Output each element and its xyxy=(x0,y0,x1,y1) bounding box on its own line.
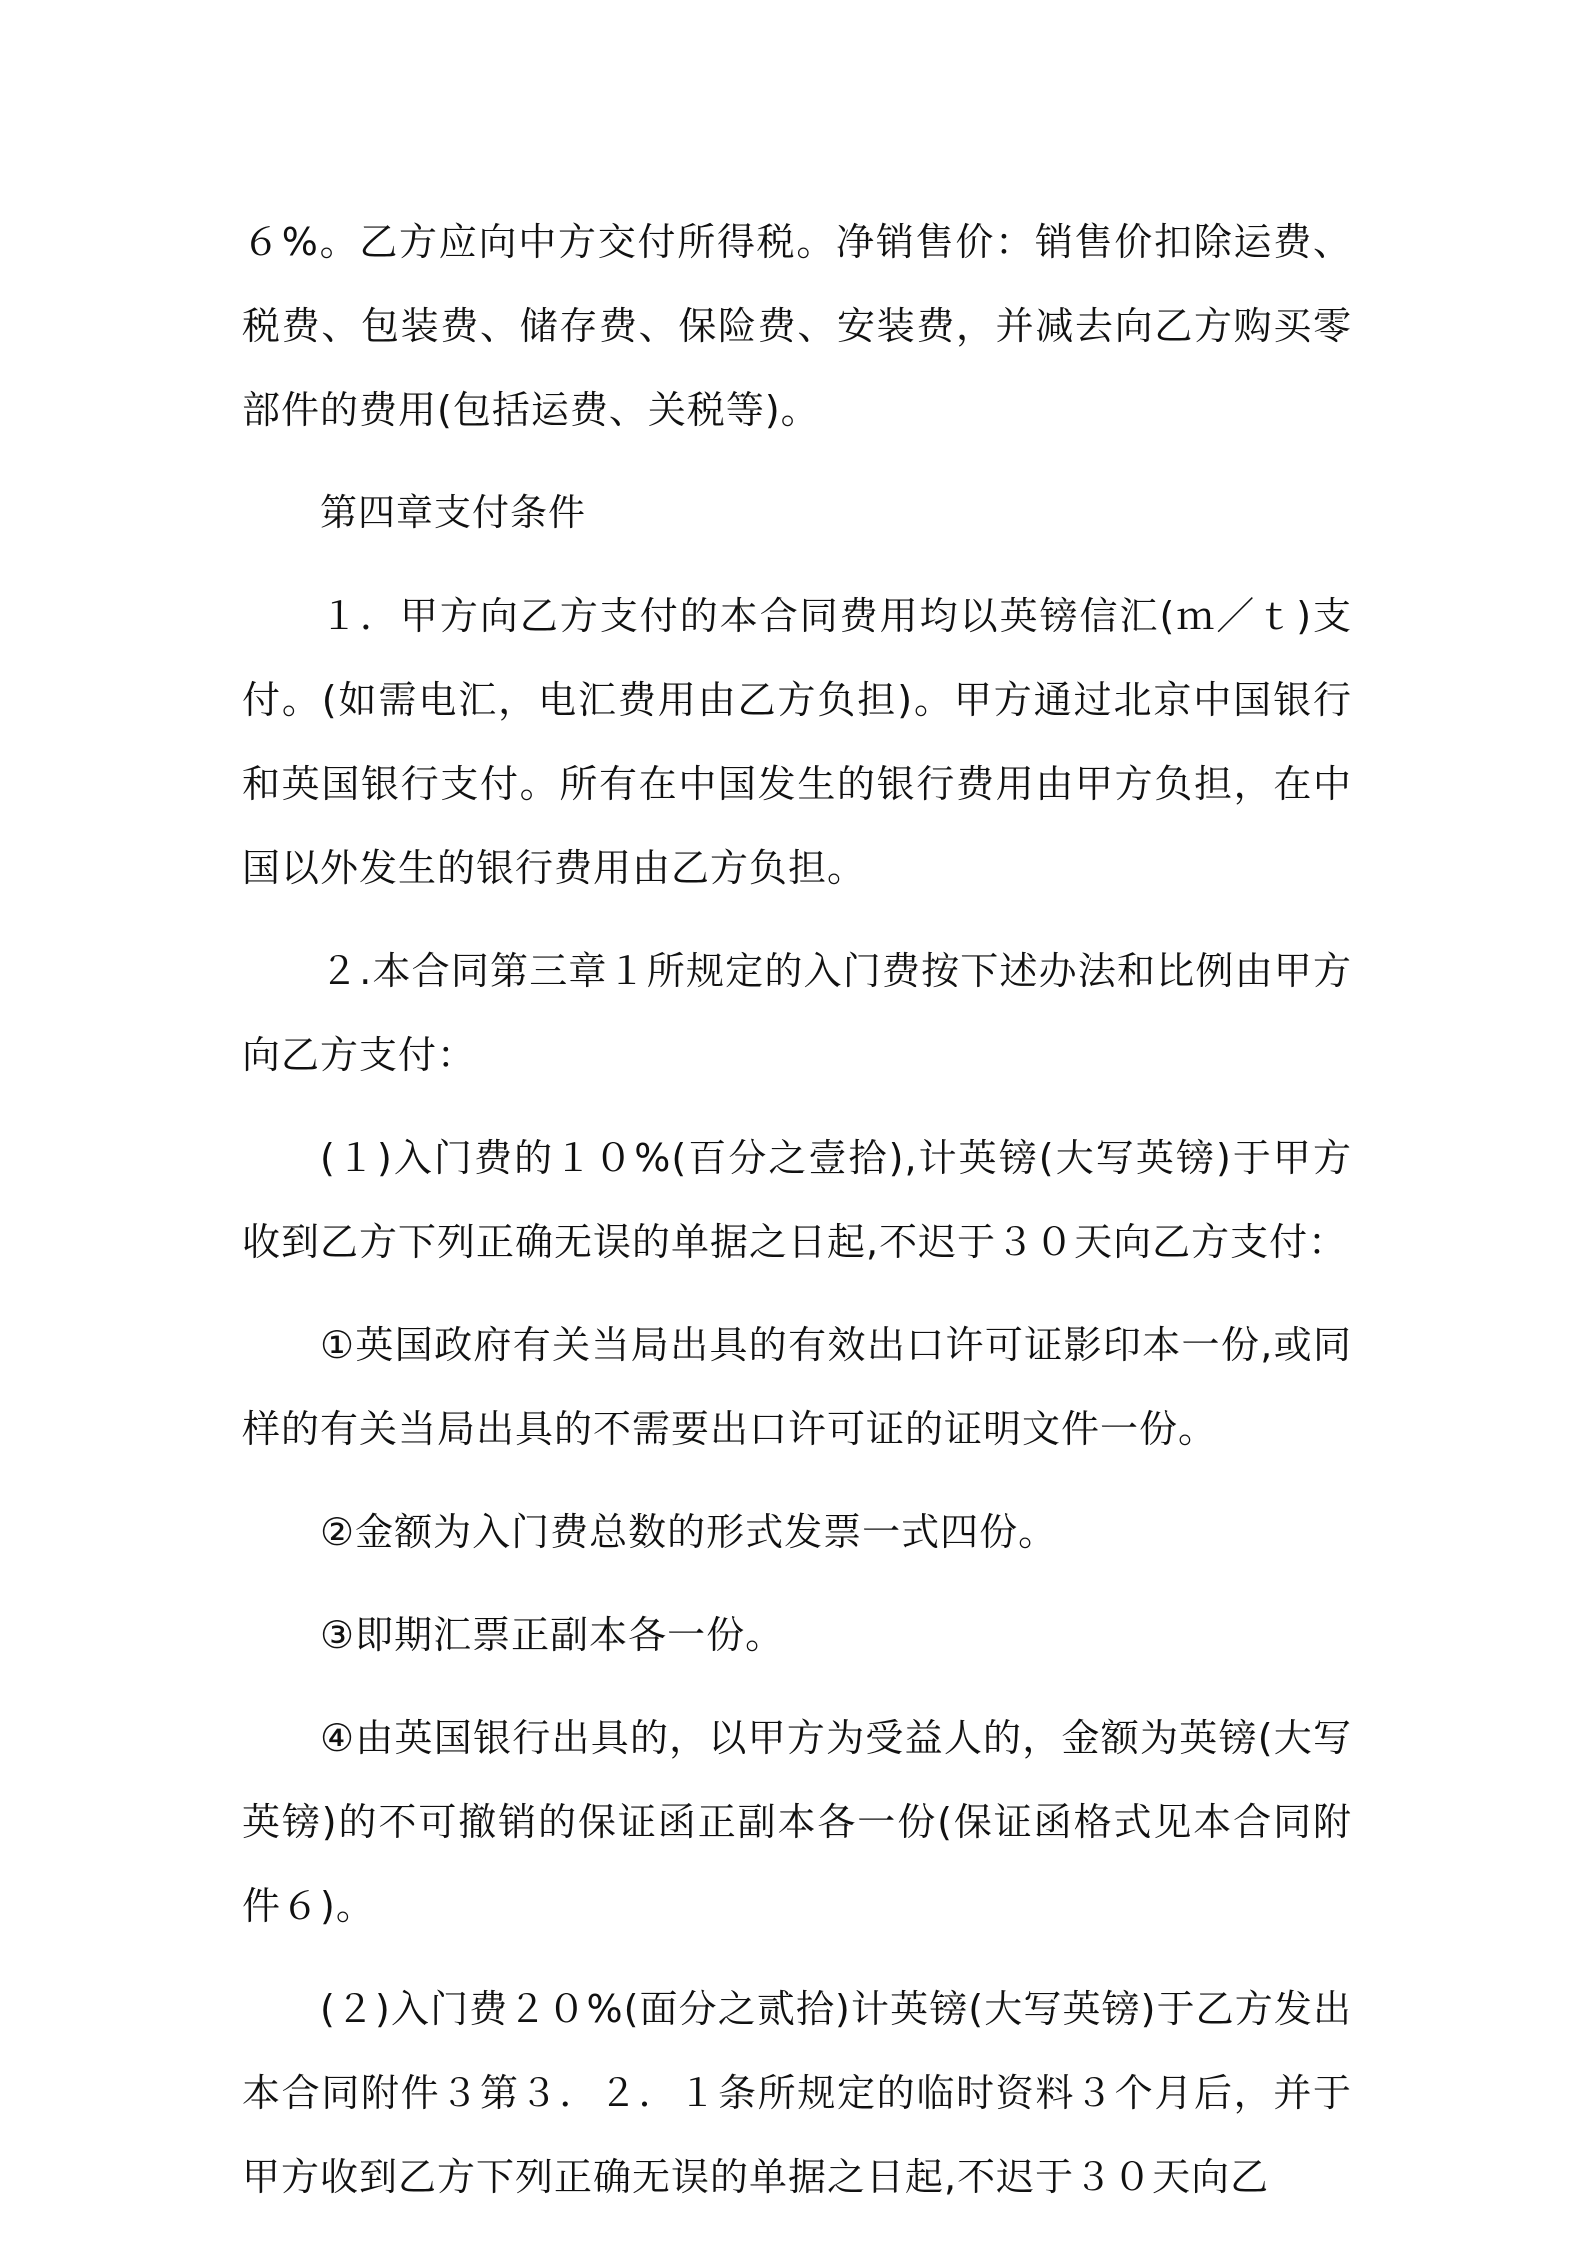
clause-1-payment-method: １．甲方向乙方支付的本合同费用均以英镑信汇(ｍ／ｔ)支付。(如需电汇，电汇费用由乙方负担)。甲方通过北京中国银行和英国银行支付。所有在中国发生的银行费用由甲方负担，在中国以外发生的银行费用由乙方负担。 xyxy=(242,594,1352,890)
document-item-4: ④由英国银行出具的，以甲方为受益人的，金额为英镑(大写英镑)的不可撤销的保证函正副本各一份(保证函格式见本合同附件６)。 xyxy=(242,1716,1352,1928)
document-item-2: ②金额为入门费总数的形式发票一式四份。 xyxy=(320,1510,1058,1554)
chapter-heading: 第四章支付条件 xyxy=(320,491,586,534)
clause-2-entry-fee: ２.本合同第三章１所规定的入门费按下述办法和比例由甲方向乙方支付： xyxy=(242,949,1352,1077)
sub-clause-1: (１)入门费的１０%(百分之壹拾),计英镑(大写英镑)于甲方收到乙方下列正确无误的单据之日起,不迟于３０天向乙方支付： xyxy=(242,1136,1352,1264)
paragraph-net-sales-price: ６%。乙方应向中方交付所得税。净销售价：销售价扣除运费、税费、包装费、储存费、保险费、安装费，并减去向乙方购买零部件的费用(包括运费、关税等)。 xyxy=(242,220,1352,432)
document-body xyxy=(242,200,1352,2238)
sub-clause-2: (２)入门费２０%(面分之贰拾)计英镑(大写英镑)于乙方发出本合同附件３第３．２．１条所规定的临时资料３个月后，并于甲方收到乙方下列正确无误的单据之日起,不迟于３０天向乙 xyxy=(242,1987,1352,2199)
document-item-3: ③即期汇票正副本各一份。 xyxy=(320,1613,785,1657)
document-item-1: ①英国政府有关当局出具的有效出口许可证影印本一份,或同样的有关当局出具的不需要出口许可证的证明文件一份。 xyxy=(242,1323,1352,1451)
